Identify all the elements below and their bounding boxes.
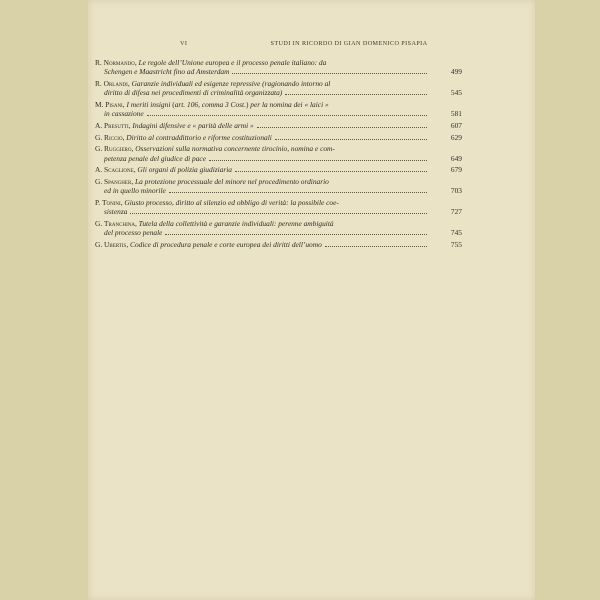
toc-entry-text	[104, 228, 162, 237]
toc-entry-text	[104, 109, 144, 118]
running-title: STUDI IN RICORDO DI GIAN DOMENICO PISAPIA	[270, 40, 428, 47]
essay-title-text: Giusto processo, diritto al silenzio ed obbligo di verità: la possibile coe-	[124, 197, 339, 207]
dot-leader	[285, 94, 427, 95]
dot-leader	[130, 213, 427, 214]
page-number: 607	[450, 120, 462, 130]
author-name: Spangher	[104, 177, 132, 186]
essay-title-text: Garanzie individuali ed esigenze repressive (ragionando intorno al	[131, 78, 331, 88]
author-name: Riccio	[104, 132, 123, 142]
toc-text: ,	[122, 99, 127, 109]
toc-text: R.	[95, 58, 104, 67]
dot-leader	[165, 234, 427, 235]
dot-leader	[169, 192, 427, 193]
page-number: 499	[450, 67, 462, 77]
author-name: Tonini	[102, 197, 121, 207]
author-name: Pisani	[105, 99, 123, 109]
toc-text: ,	[131, 177, 136, 186]
toc-entry-first-line	[95, 177, 430, 186]
toc-text: M.	[95, 99, 106, 109]
toc-text: ,	[128, 120, 133, 130]
toc-entry-text	[104, 154, 206, 163]
toc-text: G.	[95, 218, 105, 228]
page-number: 545	[450, 88, 462, 98]
toc-text: ,	[127, 78, 132, 88]
essay-title-text: sistenza	[104, 207, 128, 217]
toc-text: (	[170, 99, 175, 109]
toc-entry-first-line	[95, 144, 430, 153]
dot-leader	[232, 73, 427, 74]
toc-text: G.	[95, 132, 105, 142]
page-number: 703	[450, 186, 462, 196]
toc-entry	[95, 144, 462, 163]
toc-text: G.	[95, 144, 105, 154]
essay-title-text: petenza penale del giudice di pace	[104, 153, 206, 163]
dot-leader	[325, 246, 427, 247]
toc-entry-first-line	[95, 165, 430, 174]
author-name: Ubertis	[104, 239, 127, 249]
toc-entry-first-line	[95, 58, 430, 67]
toc-entry	[95, 100, 462, 119]
toc-text: ,	[134, 218, 139, 228]
toc-entry	[95, 219, 462, 238]
toc-entry-continuation-line	[95, 109, 430, 118]
author-name: Orlandi	[103, 78, 128, 88]
dot-leader	[209, 160, 427, 161]
toc-text: ,	[126, 239, 131, 249]
essay-title-text: Schengen e Maastricht fino ad Amsterdam	[104, 67, 230, 77]
essay-title-text: I meriti insigni	[126, 99, 171, 109]
toc-text: )	[245, 99, 251, 109]
toc-text: ,	[134, 58, 139, 67]
toc-entry-text	[95, 133, 272, 142]
essay-title-text: art. 106, comma 3 Cost.	[174, 99, 246, 109]
essay-title-text: diritto di difesa nei procedimenti di criminalità organizzata)	[104, 88, 283, 98]
page-number: 679	[450, 165, 462, 175]
page-number: 755	[450, 239, 462, 249]
toc-entry-text	[95, 121, 254, 130]
toc-entry-continuation-line	[95, 154, 430, 163]
dot-leader	[257, 127, 427, 128]
author-name: Ruggiero	[104, 144, 132, 154]
toc-entry-text	[104, 207, 127, 216]
toc-entry-text	[95, 165, 232, 174]
essay-title-text: del processo penale	[104, 228, 163, 238]
page-number: 745	[450, 228, 462, 238]
toc-entry-continuation-line	[95, 186, 430, 195]
toc-entry-first-line	[95, 79, 430, 88]
toc-entry-continuation-line	[95, 88, 430, 97]
toc-entry	[95, 165, 462, 174]
toc-entry	[95, 240, 462, 249]
toc-entry	[95, 133, 462, 142]
dot-leader	[275, 139, 427, 140]
toc-text: G.	[95, 239, 105, 249]
toc-text: P.	[95, 197, 102, 207]
page-number: 581	[450, 109, 462, 119]
toc-text: A.	[95, 165, 105, 175]
toc-entry	[95, 58, 462, 77]
toc-entry	[95, 121, 462, 130]
page-number: 629	[450, 132, 462, 142]
toc-text: A.	[95, 120, 105, 130]
toc-entry-first-line	[95, 121, 430, 130]
essay-title-text: Indagini difensive e « parità delle armi »	[132, 120, 254, 130]
toc-entry-text	[95, 240, 322, 249]
author-name: Presutti	[104, 120, 129, 130]
essay-title-text: in cassazione	[104, 109, 144, 119]
essay-title-text: Tutela della collettività e garanzie individuali: perenne ambiguità	[138, 218, 334, 228]
toc-text: G.	[95, 177, 105, 186]
toc-entry	[95, 198, 462, 217]
toc-entry-continuation-line	[95, 228, 430, 237]
toc-text: ,	[120, 197, 125, 207]
essay-title-text: Le regole dell’Unione europea e il processo penale italiano: da	[138, 58, 327, 67]
essay-title-text: Gli organi di polizia giudiziaria	[137, 165, 233, 175]
page-number: 727	[450, 207, 462, 217]
toc-entry-text	[104, 67, 229, 76]
toc-entry-continuation-line	[95, 207, 430, 216]
toc-text: ,	[131, 144, 136, 154]
essay-title-text: Osservazioni sulla normativa concernente tirocinio, nomina e com-	[135, 144, 335, 154]
page-number: 649	[450, 153, 462, 163]
table-of-contents	[95, 58, 462, 252]
toc-entry-text	[104, 88, 282, 97]
toc-text: ,	[122, 132, 127, 142]
toc-entry-first-line	[95, 219, 430, 228]
dot-leader	[235, 171, 427, 172]
toc-entry-first-line	[95, 240, 430, 249]
essay-title-text: La protezione processuale del minore nel procedimento ordinario	[135, 177, 329, 186]
essay-title-text: Codice di procedura penale e corte europea dei diritti dell’uomo	[130, 239, 322, 249]
toc-entry-continuation-line	[95, 67, 430, 76]
author-name: Scaglione	[104, 165, 134, 175]
toc-entry-text	[104, 186, 166, 195]
toc-entry	[95, 79, 462, 98]
toc-entry-first-line	[95, 198, 430, 207]
dot-leader	[147, 115, 427, 116]
toc-text: ,	[133, 165, 138, 175]
page-folio: VI	[180, 40, 188, 47]
essay-title-text: ed in quello minorile	[104, 186, 166, 196]
toc-entry-first-line	[95, 133, 430, 142]
author-name: Tranchina	[104, 218, 135, 228]
toc-entry-first-line	[95, 100, 430, 109]
toc-text: R.	[95, 78, 104, 88]
essay-title-text: per la nomina dei « laici »	[250, 99, 329, 109]
toc-entry	[95, 177, 462, 196]
essay-title-text: Diritto al contraddittorio e riforme costituzionali	[126, 132, 272, 142]
author-name: Normando	[103, 58, 135, 67]
